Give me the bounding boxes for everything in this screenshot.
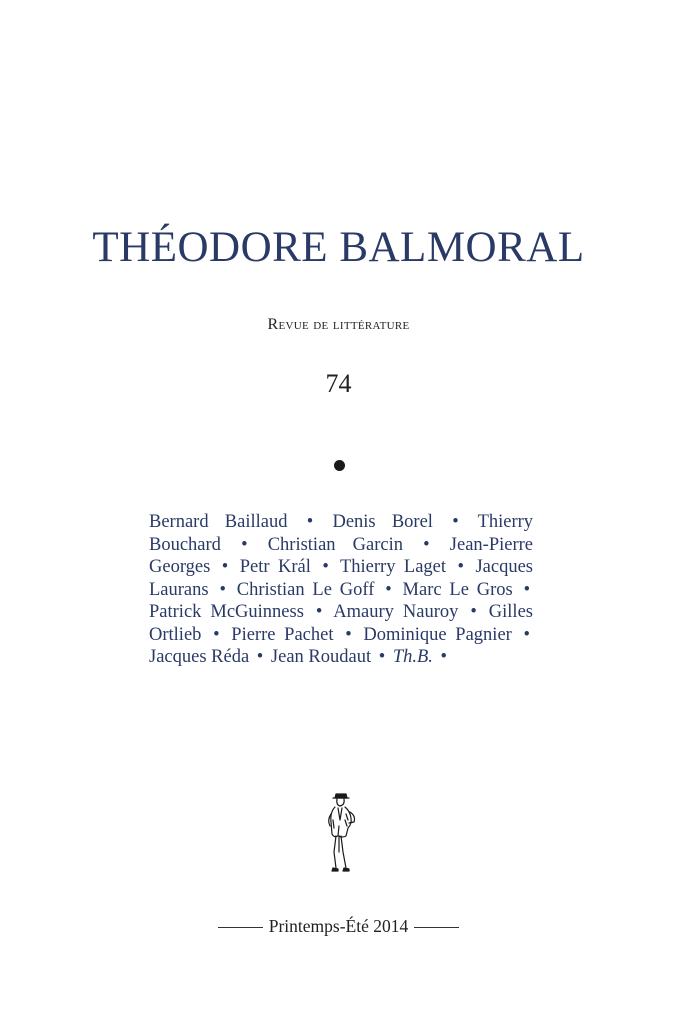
contributor-name: Gilles Ortlieb <box>149 602 533 645</box>
journal-title: THÉODORE BALMORAL <box>92 224 585 271</box>
contributor-name: Pierre Pachet <box>231 624 334 645</box>
contributor-name: Marc Le Gros <box>402 579 513 600</box>
separator-bullet: • <box>219 579 226 600</box>
separator-bullet: • <box>470 602 477 622</box>
contributor-name: Jacques Laurans <box>149 557 533 600</box>
contributor-name: Christian Le Goff <box>236 579 375 600</box>
season-footer <box>0 916 677 937</box>
separator-bullet: • <box>523 624 531 645</box>
contributor-name: Jacques Réda <box>149 647 250 667</box>
contributor-name: Thierry Bouchard <box>149 512 534 555</box>
contributor-name: Amaury Nauroy <box>333 602 459 622</box>
journal-subtitle: Revue de littérature <box>267 316 410 333</box>
contributor-name: Patrick McGuinness <box>149 602 304 622</box>
contributor-name: Denis Borel <box>332 512 433 532</box>
separator-bullet: • <box>457 557 464 577</box>
separator-bullet: • <box>345 624 352 645</box>
separator-bullet: • <box>241 534 248 555</box>
right-rule <box>414 927 459 928</box>
separator-bullet: • <box>306 512 314 532</box>
contributor-name: Jean-Pierre Georges <box>149 534 533 577</box>
separator-bullet: • <box>315 602 323 622</box>
separator-bullet: • <box>452 512 459 532</box>
contributors-list <box>149 511 533 669</box>
contributor-name: Bernard Baillaud <box>149 512 288 532</box>
separator-bullet: • <box>523 579 531 600</box>
contributor-name: Th.B. <box>392 647 433 667</box>
contributor-name: Petr Král <box>239 557 311 577</box>
issue-number: 74 <box>325 369 352 398</box>
separator-bullet: • <box>378 647 386 667</box>
separator-bullet: • <box>322 557 329 577</box>
separator-bullet: • <box>385 579 392 600</box>
season-label: Printemps-Été 2014 <box>268 916 409 936</box>
separator-bullet: • <box>440 647 448 667</box>
contributor-name: Dominique Pagnier <box>363 624 512 645</box>
ornament-dot <box>334 460 345 471</box>
left-rule <box>218 927 263 928</box>
separator-bullet: • <box>256 647 264 667</box>
walking-man-illustration-icon <box>318 790 362 876</box>
separator-bullet: • <box>423 534 430 555</box>
separator-bullet: • <box>213 624 220 645</box>
contributor-name: Thierry Laget <box>339 557 447 577</box>
separator-bullet: • <box>221 557 229 577</box>
contributor-name: Christian Garcin <box>267 534 404 555</box>
contributor-name: Jean Roudaut <box>270 647 372 667</box>
